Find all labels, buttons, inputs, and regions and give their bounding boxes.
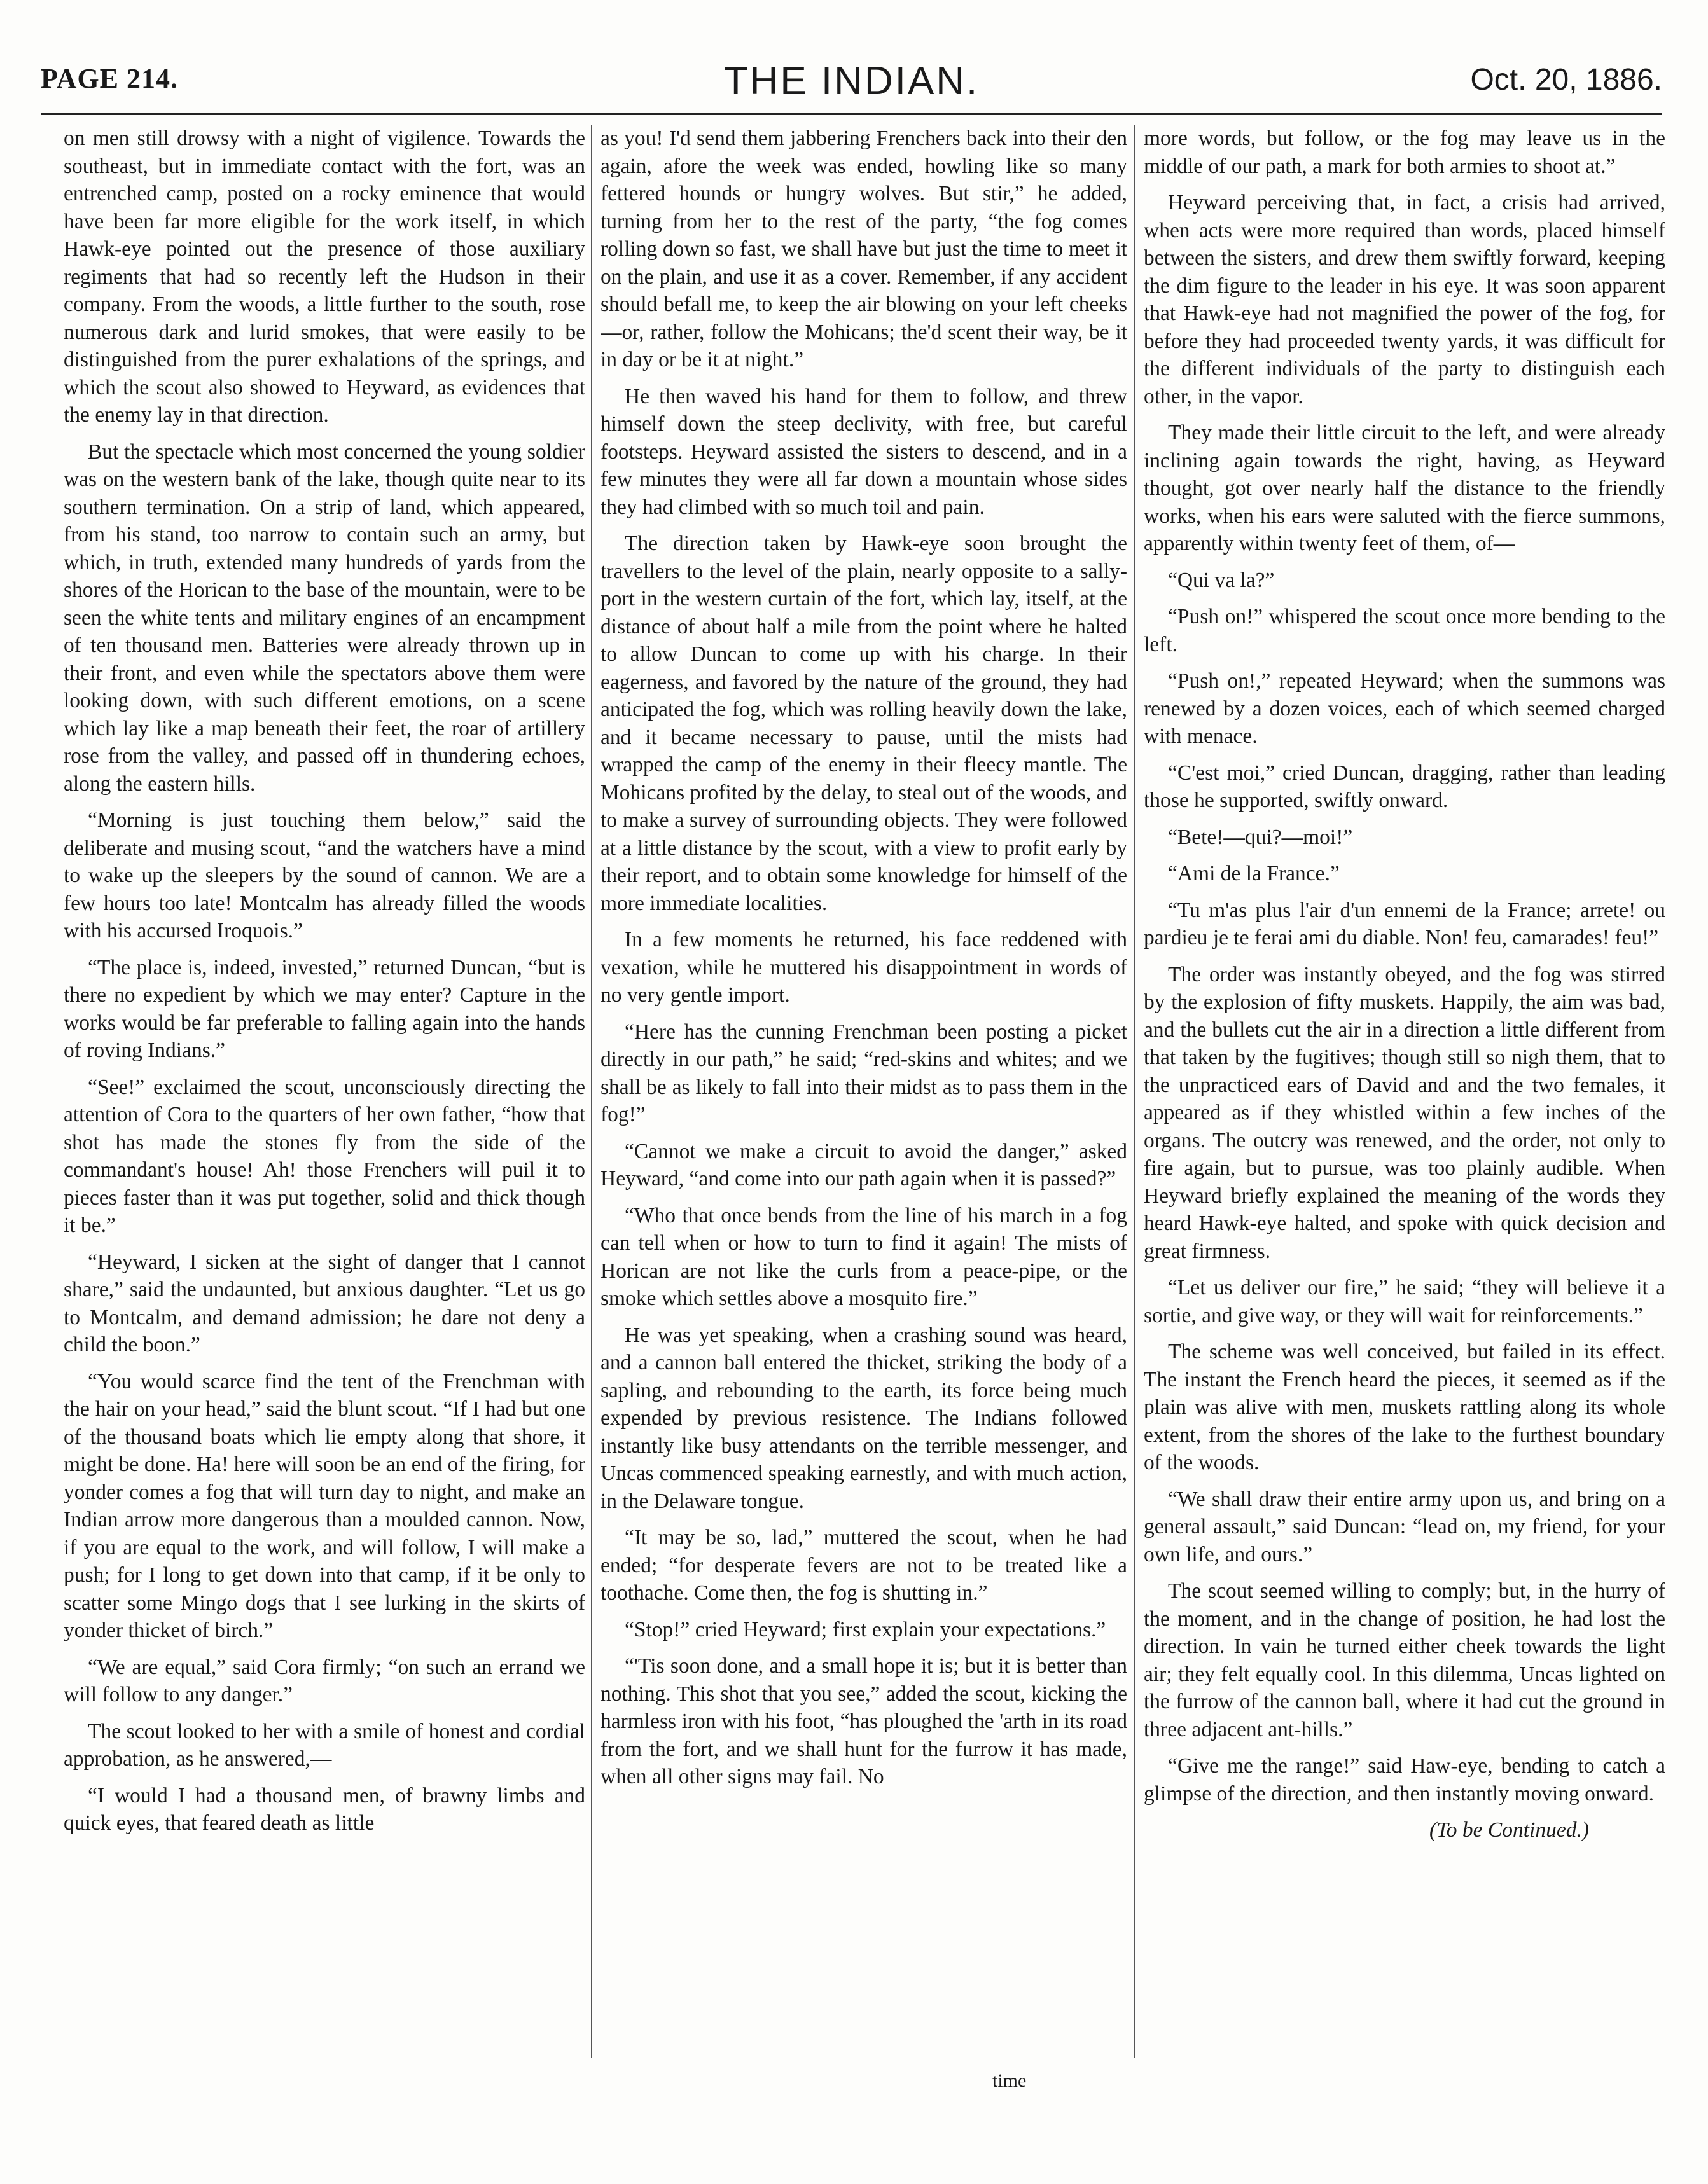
paragraph: The scout looked to her with a smile of honest and cordial approbation, as he answered,— xyxy=(64,1719,585,1771)
paragraph: “We are equal,” said Cora firmly; “on such an errand we will follow to any danger.” xyxy=(64,1655,585,1706)
paragraph: “It may be so, lad,” muttered the scout, when he had ended; “for desperate fevers are not to be treated like a toothache. Come then, the fog is shutting in.” xyxy=(601,1526,1127,1605)
paragraph: “Heyward, I sicken at the sight of danger that I cannot share,” said the undaunted, but anxious daughter. “Let us go to Montcalm, and demand admission; he dare not deny a child the boon.” xyxy=(64,1250,585,1357)
paragraph: on men still drowsy with a night of vigilence. Towards the southeast, but in immediate contact with the fort, was an entrenched camp, posted on a rocky eminence that would have been far more eligible for the work itself, in which Hawk-eye pointed out the presence of those auxiliary regiments that had so recently left the Hudson in their company. From the woods, a little further to the south, rose numerous dark and lurid smokes, that were easily to be distinguished from the purer exhalations of the springs, and which the scout also showed to Heyward, as evidences that the enemy lay in that direction. xyxy=(64,127,585,427)
paragraph: “We shall draw their entire army upon us, and bring on a general assault,” said Duncan: “lead on, my friend, for your own life, and ours.” xyxy=(1144,1487,1665,1566)
page-number: PAGE 214. xyxy=(41,63,178,94)
text-column-1 xyxy=(64,125,585,2064)
masthead xyxy=(41,59,1662,115)
newspaper-title: THE INDIAN. xyxy=(723,59,980,103)
paragraph: “Ami de la France.” xyxy=(1168,862,1340,885)
paragraph: “'Tis soon done, and a small hope it is; but it is better than nothing. This shot that you see,” added the scout, kicking the harmless iron with his foot, “has ploughed the 'arth in its road from the fort, and we shall hunt for the furrow it has made, when all other signs may fail. No xyxy=(601,1654,1127,1788)
paragraph: as you! I'd send them jabbering Frenchers back into their den again, afore the week was ended, howling like so many fettered hounds or hungry wolves. But stir,” he added, turning from her to the rest of the party, “the fog comes rolling down so fast, we shall have but just the time to meet it on the plain, and use it as a cover. Remember, if any accident should befall me, to keep the air blowing on your left cheeks—or, rather, follow the Mohicans; the'd scent their way, be it in day or be it at night.” xyxy=(601,127,1127,371)
paragraph: “I would I had a thousand men, of brawny limbs and quick eyes, that feared death as little xyxy=(64,1783,585,1835)
paragraph: “Tu m'as plus l'air d'un ennemi de la France; arrete! ou pardieu je te ferai ami du diable. Non! feu, camarades! feu!” xyxy=(1144,898,1665,950)
footer-fragment: time xyxy=(992,2070,1027,2091)
paragraph: “The place is, indeed, invested,” returned Duncan, “but is there no expedient by which we may enter? Capture in the works would be far preferable to falling again into the hands of roving Indians.” xyxy=(64,955,585,1062)
paragraph: “Qui va la?” xyxy=(1168,568,1275,592)
text-column-3 xyxy=(1144,125,1665,2064)
to-be-continued: (To be Continued.) xyxy=(1429,1818,1589,1842)
paragraph: He was yet speaking, when a crashing sound was heard, and a cannon ball entered the thicket, striking the body of a sapling, and rebounding to the earth, its force being much expended by previous resistence. The Indians followed instantly like busy attendants on the terrible messenger, and Uncas commenced speaking earnestly, and with much action, in the Delaware tongue. xyxy=(601,1323,1127,1513)
paragraph: “Cannot we make a circuit to avoid the danger,” asked Heyward, “and come into our path again when it is passed?” xyxy=(601,1139,1127,1191)
text-column-2 xyxy=(601,125,1127,2064)
paragraph: “Push on!,” repeated Heyward; when the summons was renewed by a dozen voices, each of which seemed charged with menace. xyxy=(1144,669,1665,748)
paragraph: The order was instantly obeyed, and the fog was stirred by the explosion of fifty muskets. Happily, the aim was bad, and the bullets cut the air in a direction a little different from that taken by the fugitives; though still so nigh them, that to the unpracticed ears of David and and the two females, it appeared as if they whistled within a few inches of the organs. The outcry was renewed, and the order, not only to fire again, but to pursue, was too plainly audible. When Heyward briefly explained the meaning of the words they heard Hawk-eye halted, and spoke with quick decision and great firmness. xyxy=(1144,962,1665,1263)
paragraph: The scheme was well conceived, but failed in its effect. The instant the French heard the pieces, it seemed as if the plain was alive with men, muskets rattling along its whole extent, from the shores of the lake to the furthest boundary of the woods. xyxy=(1144,1340,1665,1474)
paragraph: The scout seemed willing to comply; but, in the hurry of the moment, and in the change of position, he had lost the direction. In vain he turned either cheek towards the light air; they felt equally cool. In this dilemma, Uncas lighted on the furrow of the cannon ball, where it had cut the ground in three adjacent ant-hills.” xyxy=(1144,1579,1665,1741)
paragraph: “You would scarce find the tent of the Frenchman with the hair on your head,” said the blunt scout. “If I had but one of the thousand boats which lie empty along that shore, it might be done. Ha! here will soon be an end of the firing, for yonder comes a fog that will turn day to night, and make an Indian arrow more dangerous than a moulded cannon. Now, if you are equal to the work, and will follow, I will make a push; for I long to get down into that camp, if it be only to scatter some Mingo dogs that I see lurking in the skirts of yonder thicket of birch.” xyxy=(64,1369,585,1642)
paragraph: “C'est moi,” cried Duncan, dragging, rather than leading those he supported, swiftly onward. xyxy=(1144,761,1665,812)
paragraph: “Bete!—qui?—moi!” xyxy=(1168,825,1353,849)
issue-date: Oct. 20, 1886. xyxy=(1470,63,1662,97)
paragraph: Heyward perceiving that, in fact, a crisis had arrived, when acts were more required than words, placed himself between the sisters, and drew them swiftly forward, keeping the dim figure to the leader in his eye. It was soon apparent that Hawk-eye had not magnified the power of the fog, for before they had proceeded twenty yards, it was difficult for the different individuals of the party to distinguish each other, in the vapor. xyxy=(1144,191,1665,408)
paragraph: They made their little circuit to the left, and were already inclining again towards the right, having, as Heyward thought, got over nearly half the distance to the friendly works, when his ears were saluted with the fierce summons, apparently within twenty feet of them, of— xyxy=(1144,421,1665,555)
paragraph: “Morning is just touching them below,” said the deliberate and musing scout, “and the watchers have a mind to wake up the sleepers by the sound of cannon. We are a few hours too late! Montcalm has already filled the woods with his accursed Iroquois.” xyxy=(64,808,585,943)
paragraph: “Who that once bends from the line of his march in a fog can tell when or how to turn to find it again! The mists of Horican are not like the curls from a peace-pipe, or the smoke which settles above a mosquito fire.” xyxy=(601,1203,1127,1310)
paragraph: “Here has the cunning Frenchman been posting a picket directly in our path,” he said; “red-skins and whites; and we shall be as likely to fall into their midst as to pass them in the fog!” xyxy=(601,1019,1127,1126)
paragraph: “Stop!” cried Heyward; first explain your expectations.” xyxy=(625,1617,1106,1641)
paragraph: “Let us deliver our fire,” he said; “they will believe it a sortie, and give way, or they will wait for reinforcements.” xyxy=(1144,1276,1665,1327)
paragraph: “Push on!” whispered the scout once more bending to the left. xyxy=(1144,605,1665,656)
column-divider xyxy=(591,125,592,2058)
paragraph: But the spectacle which most concerned the young soldier was on the western bank of the lake, though quite near to its southern termination. On a strip of land, which appeared, from his stand, too narrow to contain such an army, but which, in truth, extended many hundreds of yards from the shores of the Horican to the base of the mountain, were to be seen the white tents and military engines of an encampment of ten thousand men. Batteries were already thrown up in their front, and even while the spectators above them were looking down, with such different emotions, on a scene which lay like a map beneath their feet, the roar of artillery rose from the valley, and passed off in thundering echoes, along the eastern hills. xyxy=(64,439,585,796)
paragraph: more words, but follow, or the fog may leave us in the middle of our path, a mark for both armies to shoot at.” xyxy=(1144,127,1665,178)
paragraph: “See!” exclaimed the scout, unconsciously directing the attention of Cora to the quarters of her own father, “how that shot has made the stones fly from the side of the commandant's house! Ah! those Frenchers will puil it to pieces faster than it was put together, solid and thick though it be.” xyxy=(64,1075,585,1237)
column-divider xyxy=(1134,125,1135,2058)
paragraph: The direction taken by Hawk-eye soon brought the travellers to the level of the plain, nearly opposite to a sally-port in the western curtain of the fort, which lay, itself, at the distance of about half a mile from the point where he halted to allow Duncan to come up with his charge. In their eagerness, and favored by the nature of the ground, they had anticipated the fog, which was rolling heavily down the lake, and it became necessary to pause, until the mists had wrapped the camp of the enemy in their fleecy mantle. The Mohicans profited by the delay, to steal out of the woods, and to make a survey of surrounding objects. They were followed at a little distance by the scout, with a view to profit early by their report, and to obtain some knowledge for himself of the more immediate localities. xyxy=(601,532,1127,915)
paragraph: In a few moments he returned, his face reddened with vexation, while he muttered his disappointment in words of no very gentle import. xyxy=(601,928,1127,1007)
paragraph: He then waved his hand for them to follow, and threw himself down the steep declivity, with free, but careful footsteps. Heyward assisted the sisters to descend, and in a few minutes they were all far down a mountain whose sides they had climbed with so much toil and pain. xyxy=(601,384,1127,519)
paragraph: “Give me the range!” said Haw-eye, bending to catch a glimpse of the direction, and then instantly moving onward. xyxy=(1144,1754,1665,1806)
